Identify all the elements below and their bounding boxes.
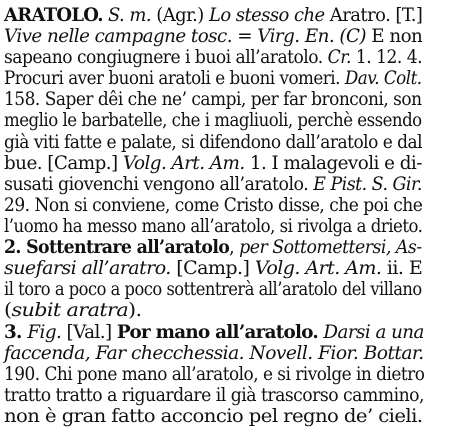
- entry-line: [4, 47, 422, 69]
- entry-line: [4, 385, 424, 407]
- entry-line: [4, 322, 424, 344]
- entry-text-segment: l’uomo ha messo mano all’aratolo, si rivolga a drieto.: [4, 216, 423, 237]
- entry-text-segment: sapeano congiugnere i buoi all’aratolo.: [4, 47, 328, 68]
- entry-line: [4, 153, 422, 175]
- entry-line: [4, 300, 141, 322]
- entry-text-segment: 29. Non si conviene, come Cristo disse, che poi che: [4, 195, 423, 216]
- entry-text-segment: 1. 12. 4.: [350, 47, 423, 68]
- entry-text-segment: Dav. Colt.: [344, 68, 422, 89]
- entry-text-segment: [Val.]: [61, 322, 117, 343]
- entry-line: [4, 5, 422, 27]
- entry-line: [4, 237, 422, 259]
- entry-line: [4, 279, 422, 301]
- entry-text-segment: [Camp.]: [170, 258, 255, 279]
- entry-line: [4, 26, 422, 48]
- entry-text-segment: già viti fatte e palate, si difendono dall’aratolo e dal: [4, 132, 423, 153]
- entry-text-segment: 2. Sottentrare all’aratolo: [4, 237, 230, 258]
- entry-line: [4, 68, 422, 90]
- entry-text-segment: bue. [Camp.]: [4, 153, 123, 174]
- entry-line: [4, 89, 422, 111]
- entry-text-segment: il toro a poco a poco sottentrerà all’aratolo del villano: [4, 279, 422, 300]
- entry-text-segment: (Agr.): [151, 5, 209, 26]
- entry-text-segment: per Sottomettersi, As-: [239, 237, 422, 258]
- entry-text-segment: Fig.: [27, 322, 62, 343]
- entry-text-segment: ).: [128, 300, 142, 321]
- entry-text-segment: S. m.: [102, 5, 152, 26]
- entry-line: [4, 343, 424, 365]
- entry-text-segment: Aratro. [T.]: [324, 5, 423, 26]
- entry-text-segment: Darsi a una: [318, 322, 424, 343]
- entry-line: [4, 364, 424, 386]
- entry-text-segment: ,: [229, 237, 240, 258]
- entry-text-segment: Volg. Art. Am.: [122, 153, 245, 174]
- entry-text-segment: E non: [366, 26, 423, 47]
- entry-line: [4, 195, 422, 217]
- entry-text-segment: 158. Saper dêi che ne’ campi, per far bronconi, son: [4, 89, 422, 110]
- entry-text-segment: 190. Chi pone mano all’aratolo, e si rivolge in dietro: [4, 364, 425, 385]
- entry-text-segment: 3.: [4, 322, 28, 343]
- entry-text-segment: Por mano all’aratolo.: [116, 322, 319, 343]
- entry-line: [4, 258, 422, 280]
- entry-text-segment: E Pist. S. Gir.: [313, 174, 422, 195]
- entry-text-segment: faccenda, Far checchessia. Novell. Fior. Bottar.: [4, 343, 424, 364]
- entry-line: [4, 216, 422, 238]
- entry-text-segment: suefarsi all’aratro.: [4, 258, 171, 279]
- entry-text-segment: ARATOLO.: [4, 5, 103, 26]
- dictionary-entry: [4, 4, 462, 429]
- entry-text-segment: Vive nelle campagne tosc. = Virg. En. (C): [4, 26, 367, 47]
- entry-line: [4, 110, 422, 132]
- entry-line: [4, 174, 422, 196]
- entry-text-segment: Lo stesso che: [208, 5, 325, 26]
- entry-text-segment: 1. I malagevoli e di-: [244, 153, 422, 174]
- entry-text-segment: susati giovenchi vengono all’aratolo.: [4, 174, 314, 195]
- entry-text-segment: ii. E: [381, 258, 423, 279]
- entry-text-segment: Cr.: [327, 47, 351, 68]
- entry-text-segment: Volg. Art. Am.: [254, 258, 382, 279]
- entry-text-segment: non è gran fatto acconcio pel regno de’ cieli.: [4, 406, 423, 427]
- entry-line: [4, 406, 422, 428]
- entry-text-segment: tratto tratto a riguardare il già trascorso cammino,: [4, 385, 425, 406]
- entry-text-segment: subit aratra: [11, 300, 129, 321]
- entry-text-segment: (: [4, 300, 12, 321]
- entry-text-segment: meglio le barbatelle, che i magliuoli, perchè essendo: [4, 110, 422, 131]
- entry-line: [4, 132, 422, 154]
- entry-text-segment: Procuri aver buoni aratoli e buoni vomeri.: [4, 68, 345, 89]
